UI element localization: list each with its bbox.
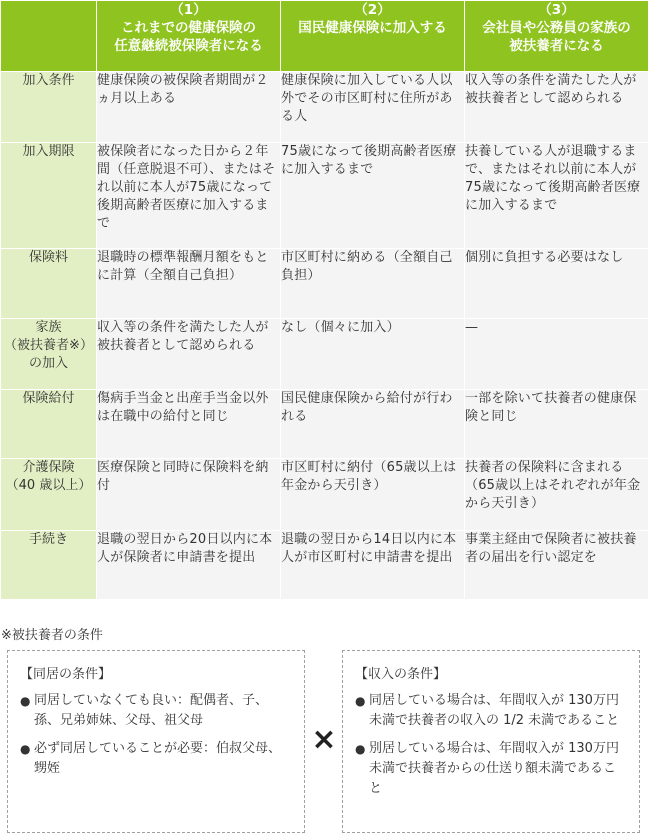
header-row bbox=[1, 1, 648, 72]
table-row bbox=[1, 143, 648, 249]
row-label: 介護保険 （40 歳以上） bbox=[1, 459, 97, 531]
header-line: 国民健康保険に加入する bbox=[298, 20, 447, 36]
table-cell: 扶養者の保険料に含まれる（65歳以上はそれぞれが年金から天引き） bbox=[465, 459, 648, 531]
row-label: 加入期限 bbox=[1, 143, 97, 249]
table-row bbox=[1, 531, 648, 600]
table-cell: 75歳になって後期高齢者医療に加入するまで bbox=[281, 143, 465, 249]
table-cell: 一部を除いて扶養者の健康保険と同じ bbox=[465, 390, 648, 459]
row-label: 保険料 bbox=[1, 249, 97, 319]
row-label: 保険給付 bbox=[1, 390, 97, 459]
table-cell: なし（個々に加入） bbox=[281, 319, 465, 390]
row-label: 手続き bbox=[1, 531, 97, 600]
table-cell: 健康保険に加入している人以外でその市区町村に住所がある人 bbox=[281, 72, 465, 143]
bullet-icon: ● bbox=[20, 742, 31, 756]
table-row bbox=[1, 72, 648, 143]
table-row bbox=[1, 249, 648, 319]
list-item-text: 必ず同居していることが必要：伯叔父母、甥姪 bbox=[34, 741, 282, 776]
header-option-1 bbox=[97, 1, 281, 72]
header-option-3 bbox=[465, 1, 648, 72]
table-cell: 傷病手当金と出産手当金以外は在職中の給付と同じ bbox=[97, 390, 281, 459]
income-title: 【収入の条件】 bbox=[355, 667, 447, 682]
table-cell: 個別に負担する必要はなし bbox=[465, 249, 648, 319]
list-item-text: 別居している場合は、年間収入が 130万円未満で扶養者からの仕送り額未満であること bbox=[369, 741, 619, 796]
header-number: （1） bbox=[170, 2, 207, 18]
table-cell: 医療保険と同時に保険料を納付 bbox=[97, 459, 281, 531]
list-item bbox=[20, 691, 292, 731]
table-cell: 市区町村に納付（65歳以上は年金から天引き） bbox=[281, 459, 465, 531]
bullet-icon: ● bbox=[20, 694, 31, 708]
table-row bbox=[1, 319, 648, 390]
header-line: 被扶養者になる bbox=[509, 38, 604, 54]
header-line: 会社員や公務員の家族の bbox=[482, 20, 631, 36]
header-number: （2） bbox=[354, 2, 391, 18]
cohabitation-title: 【同居の条件】 bbox=[20, 667, 112, 682]
list-item bbox=[20, 739, 292, 779]
times-icon: × bbox=[311, 722, 337, 757]
row-label: 加入条件 bbox=[1, 72, 97, 143]
table-cell: 退職時の標準報酬月額をもとに計算（全額自己負担） bbox=[97, 249, 281, 319]
table-cell: — bbox=[465, 319, 648, 390]
header-number: （3） bbox=[538, 2, 575, 18]
table-cell: 健康保険の被保険者期間が２ヵ月以上ある bbox=[97, 72, 281, 143]
dependent-conditions-note: ※被扶養者の条件 bbox=[1, 628, 103, 643]
table-cell: 事業主経由で保険者に被扶養者の届出を行い認定を bbox=[465, 531, 648, 600]
list-item-text: 同居していなくても良い：配偶者、子、孫、兄弟姉妹、父母、祖父母 bbox=[34, 693, 269, 728]
header-option-2 bbox=[281, 1, 465, 72]
bullet-icon: ● bbox=[355, 742, 366, 756]
table-row bbox=[1, 390, 648, 459]
list-item bbox=[355, 739, 627, 799]
table-cell: 収入等の条件を満たした人が被扶養者として認められる bbox=[465, 72, 648, 143]
table-cell: 退職の翌日から14日以内に本人が市区町村に申請書を提出 bbox=[281, 531, 465, 600]
table-cell: 収入等の条件を満たした人が被扶養者として認められる bbox=[97, 319, 281, 390]
table-cell: 市区町村に納める（全額自己負担） bbox=[281, 249, 465, 319]
list-item-text: 同居している場合は、年間収入が 130万円未満で扶養者の収入の 1/2 未満であること bbox=[369, 693, 620, 728]
list-item bbox=[355, 691, 627, 731]
header-line: これまでの健康保険の bbox=[121, 20, 256, 36]
income-conditions-box bbox=[342, 650, 640, 833]
cohabitation-conditions-box bbox=[7, 650, 305, 833]
table-cell: 被保険者になった日から２年間（任意脱退不可）、またはそれ以前に本人が75歳になって後期高齢者医療に加入するまで bbox=[97, 143, 281, 249]
table-cell: 国民健康保険から給付が行われる bbox=[281, 390, 465, 459]
row-label: 家族 （被扶養者※） の加入 bbox=[1, 319, 97, 390]
corner-cell bbox=[1, 1, 97, 72]
header-line: 任意継続被保険者になる bbox=[114, 38, 263, 54]
table-row bbox=[1, 459, 648, 531]
table-cell: 扶養している人が退職するまで、またはそれ以前に本人が75歳になって後期高齢者医療に加入するまで bbox=[465, 143, 648, 249]
table-cell: 退職の翌日から20日以内に本人が保険者に申請書を提出 bbox=[97, 531, 281, 600]
bullet-icon: ● bbox=[355, 694, 366, 708]
